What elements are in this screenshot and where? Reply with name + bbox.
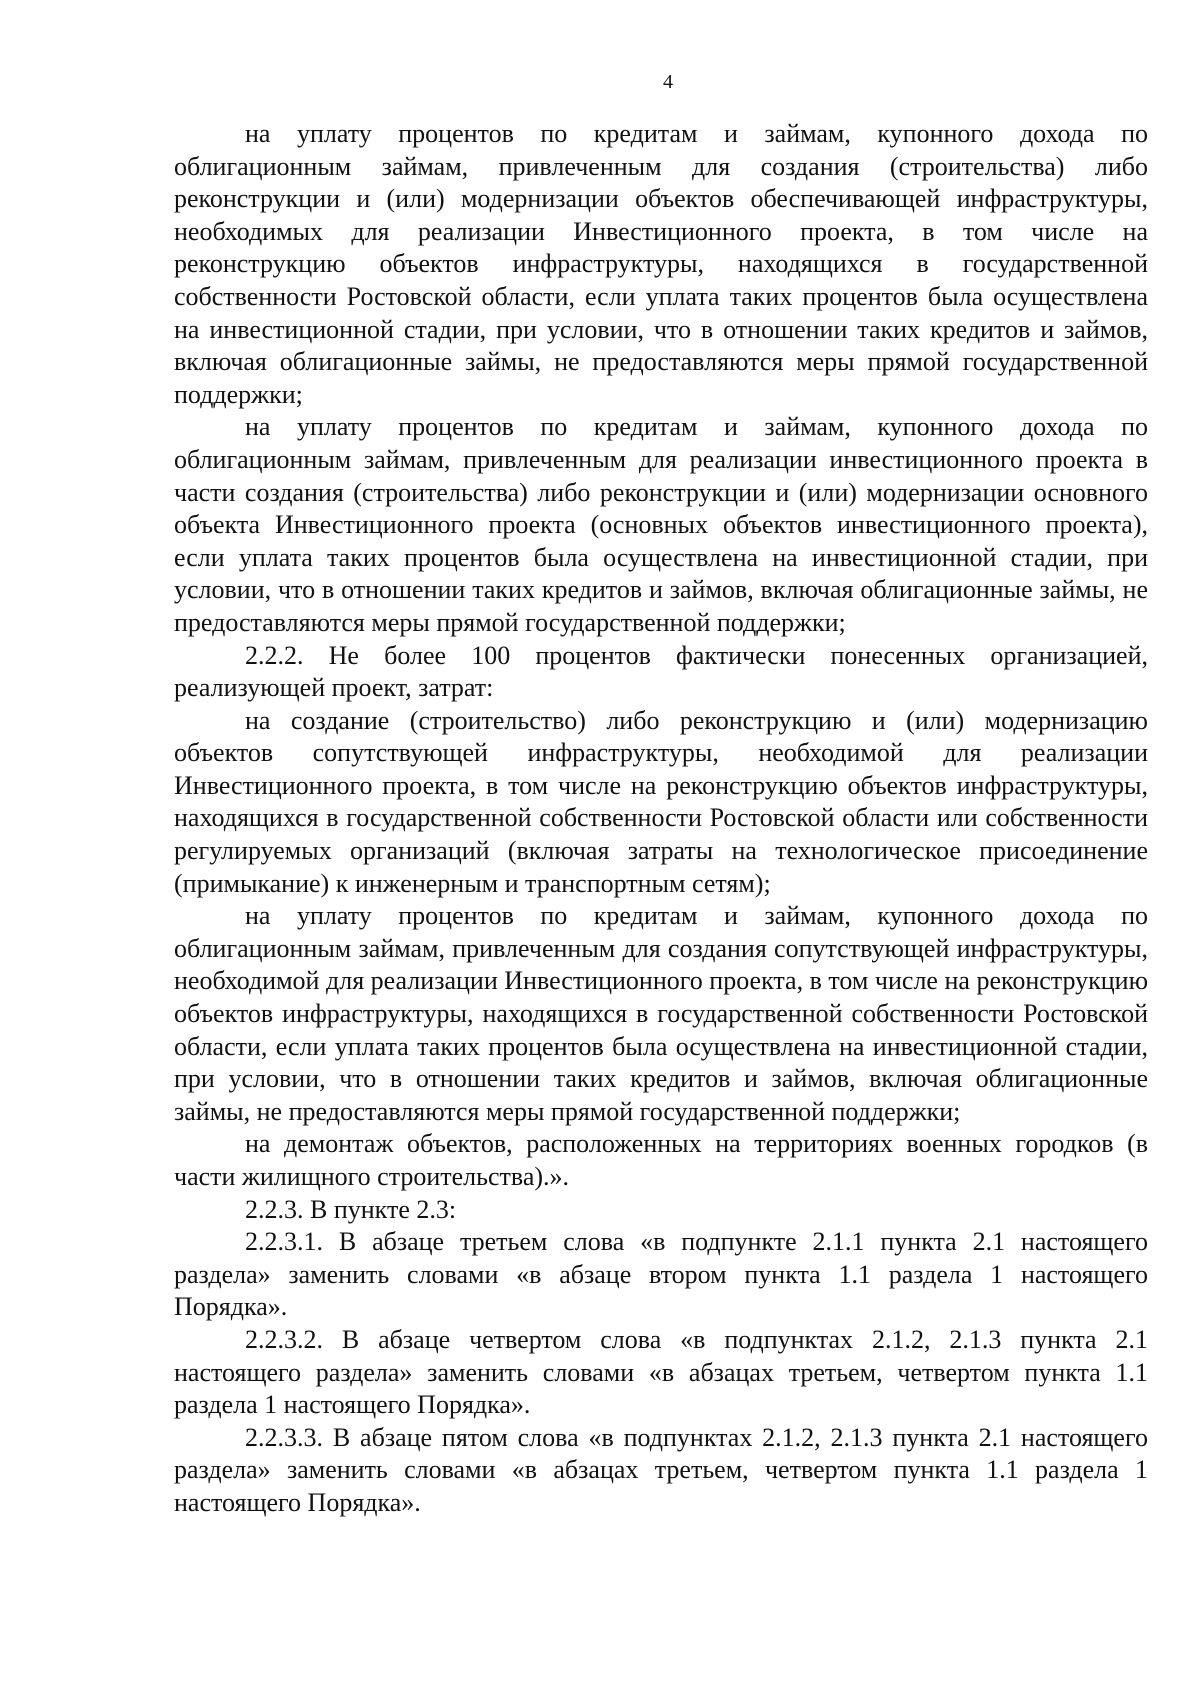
paragraph-interest-supporting-infrastructure-1: на уплату процентов по кредитам и займам, купонного дохода по облигационным займам, привлеченным для создания (строительства) либо реконструкции и (или) модернизации объектов обеспечивающей инфраструктуры, необходимых для реализации Инвестиционного проекта, в том числе на реконструкцию объектов инфраструктуры, находящихся в государственной собственности Ростовской области, если уплата таких процентов была осуществлена на инвестиционной стадии, при условии, что в отношении таких кредитов и займов, включая облигационные займы, не предоставляются меры прямой государственной поддержки; xyxy=(174,119,1148,409)
paragraph-interest-main-object: на уплату процентов по кредитам и займам, купонного дохода по облигационным займам, привлеченным для реализации инвестиционного проекта в части создания (строительства) либо реконструкции и (или) модернизации основного объекта Инвестиционного проекта (основных объектов инвестиционного проекта), если уплата таких процентов была осуществлена на инвестиционной стадии, при условии, что в отношении таких кредитов и займов, включая облигационные займы, не предоставляются меры прямой государственной поддержки; xyxy=(174,412,1148,637)
page-number: 4 xyxy=(663,71,673,93)
paragraph-2-2-3: 2.2.3. В пункте 2.3: xyxy=(245,1194,457,1224)
paragraph-2-2-3-3: 2.2.3.3. В абзаце пятом слова «в подпунктах 2.1.2, 2.1.3 пункта 2.1 настоящего раздела» заменить словами «в абзацах третьем, четвертом пункта 1.1 раздела 1 настоящего Порядка». xyxy=(174,1422,1148,1517)
paragraph-2-2-2: 2.2.2. Не более 100 процентов фактически понесенных организацией, реализующей проект, затрат: xyxy=(174,640,1148,703)
paragraph-dismantling: на демонтаж объектов, расположенных на территориях военных городков (в части жилищного строительства).». xyxy=(174,1129,1148,1191)
document-body xyxy=(174,118,1148,1520)
paragraph-accompanying-infrastructure: на создание (строительство) либо реконструкцию и (или) модернизацию объектов сопутствующей инфраструктуры, необходимой для реализации Инвестиционного проекта, в том числе на реконструкцию объектов инфраструктуры, находящихся в государственной собственности Ростовской области или собственности регулируемых организаций (включая затраты на технологическое присоединение (примыкание) к инженерным и транспортным сетям); xyxy=(174,705,1148,898)
paragraph-interest-accompanying-infrastructure: на уплату процентов по кредитам и займам, купонного дохода по облигационным займам, привлеченным для создания сопутствующей инфраструктуры, необходимой для реализации Инвестиционного проекта, в том числе на реконструкцию объектов инфраструктуры, находящихся в государственной собственности Ростовской области, если уплата таких процентов была осуществлена на инвестиционной стадии, при условии, что в отношении таких кредитов и займов, включая облигационные займы, не предоставляются меры прямой государственной поддержки; xyxy=(174,901,1148,1126)
paragraph-2-2-3-2: 2.2.3.2. В абзаце четвертом слова «в подпунктах 2.1.2, 2.1.3 пункта 2.1 настоящего раздела» заменить словами «в абзацах третьем, четвертом пункта 1.1 раздела 1 настоящего Порядка». xyxy=(174,1324,1148,1420)
paragraph-2-2-3-1: 2.2.3.1. В абзаце третьем слова «в подпункте 2.1.1 пункта 2.1 настоящего раздела» заменить словами «в абзаце втором пункта 1.1 раздела 1 настоящего Порядка». xyxy=(174,1227,1148,1322)
